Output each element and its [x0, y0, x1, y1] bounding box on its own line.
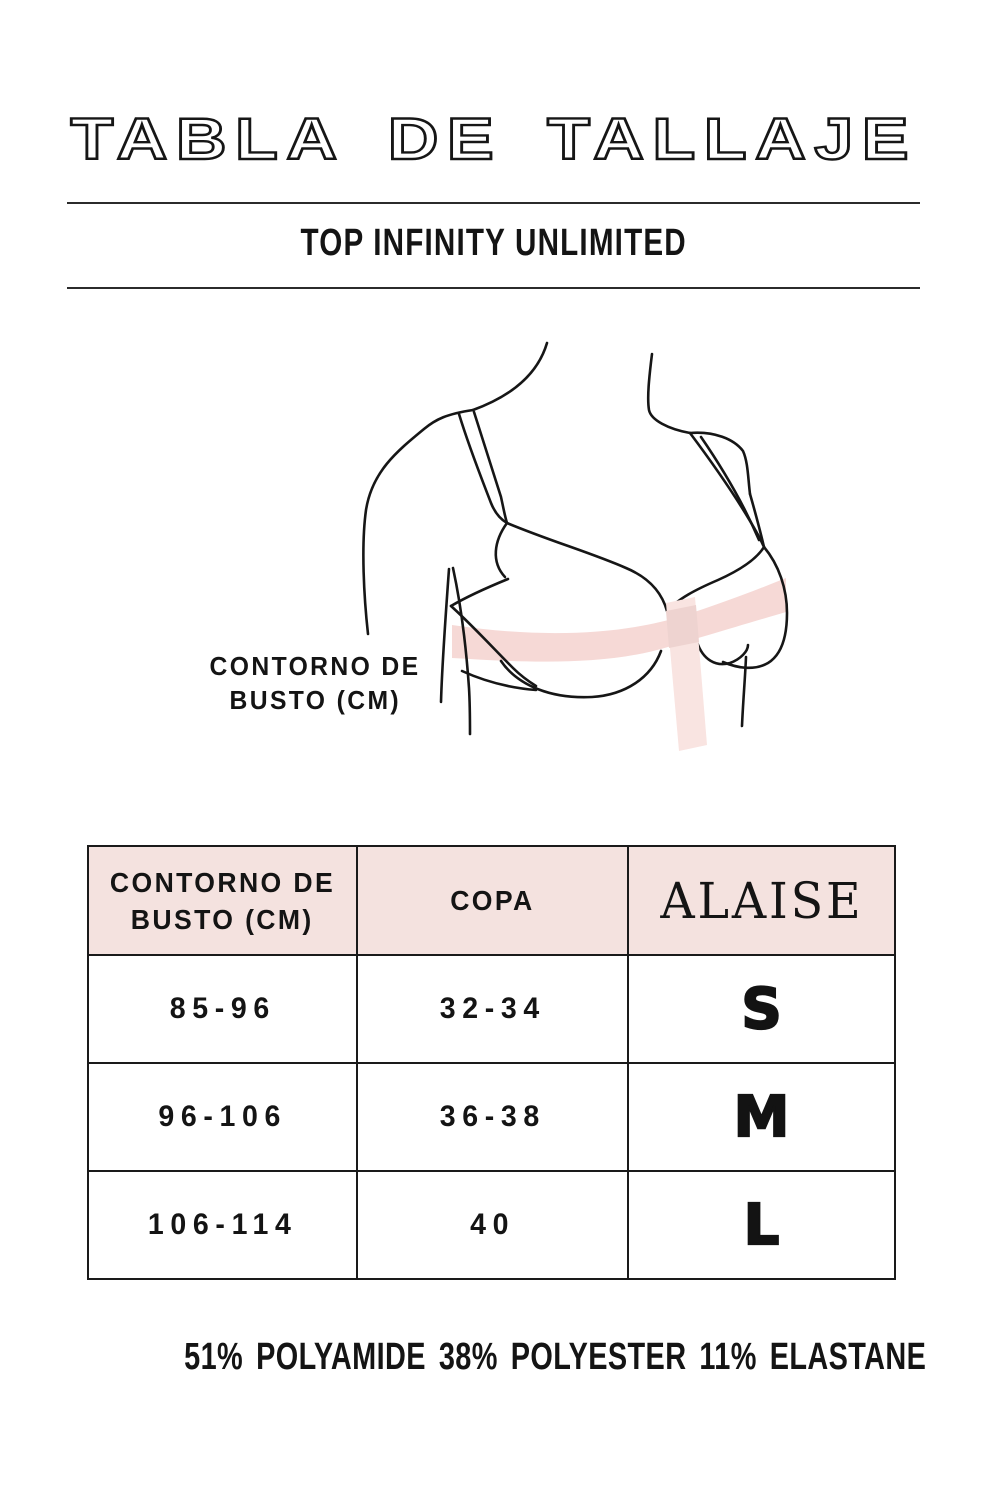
- bust-range-value: 85-96: [169, 992, 276, 1025]
- bust-contour-label-line1: CONTORNO DE: [209, 651, 421, 681]
- cup-range-cell: [357, 955, 628, 1063]
- page-title-row: [67, 106, 920, 173]
- cup-range-value: 32-34: [439, 992, 546, 1025]
- cup-column-header-label: COPA: [450, 885, 535, 916]
- size-cell: [628, 955, 895, 1063]
- cup-range-cell: [357, 1171, 628, 1279]
- size-value: M: [733, 1084, 790, 1150]
- product-name-row: [67, 222, 920, 265]
- measuring-tape-band: [452, 578, 786, 662]
- measuring-tape-overlap: [666, 605, 699, 648]
- bust-range-value: 106-114: [147, 1208, 298, 1241]
- cup-range-value: 40: [469, 1208, 516, 1241]
- size-cell: [628, 1063, 895, 1171]
- bust-column-header-line1: CONTORNO DE: [109, 866, 336, 898]
- size-table: [87, 845, 896, 1280]
- size-value: S: [741, 976, 782, 1042]
- bust-range-cell: [88, 1171, 357, 1279]
- divider-under-product: [67, 287, 920, 289]
- composition-row: [67, 1336, 927, 1379]
- brand-column-header: [628, 846, 895, 955]
- size-table-header-row: [88, 846, 895, 955]
- cup-column-header: [357, 846, 628, 955]
- divider-top: [67, 202, 920, 204]
- size-value: L: [743, 1192, 780, 1258]
- bust-range-cell: [88, 1063, 357, 1171]
- bust-range-cell: [88, 955, 357, 1063]
- size-table-row-m: [88, 1063, 895, 1171]
- size-cell: [628, 1171, 895, 1279]
- cup-range-value: 36-38: [439, 1100, 546, 1133]
- bust-range-value: 96-106: [158, 1100, 287, 1133]
- brand-logo: ALAISE: [659, 871, 864, 930]
- page-title: TABLA DE TALLAJE: [70, 107, 917, 172]
- bust-contour-label: [195, 649, 435, 717]
- cup-range-cell: [357, 1063, 628, 1171]
- bust-column-header-line2: BUSTO (CM): [131, 903, 314, 935]
- fabric-composition: 51% POLYAMIDE 38% POLYESTER 11% ELASTANE: [184, 1336, 927, 1378]
- bust-column-header: [88, 846, 357, 955]
- product-name: TOP INFINITY UNLIMITED: [300, 222, 687, 264]
- bust-contour-label-line2: BUSTO (CM): [229, 685, 401, 715]
- content-column: [67, 0, 927, 1500]
- size-table-row-l: [88, 1171, 895, 1279]
- size-table-row-s: [88, 955, 895, 1063]
